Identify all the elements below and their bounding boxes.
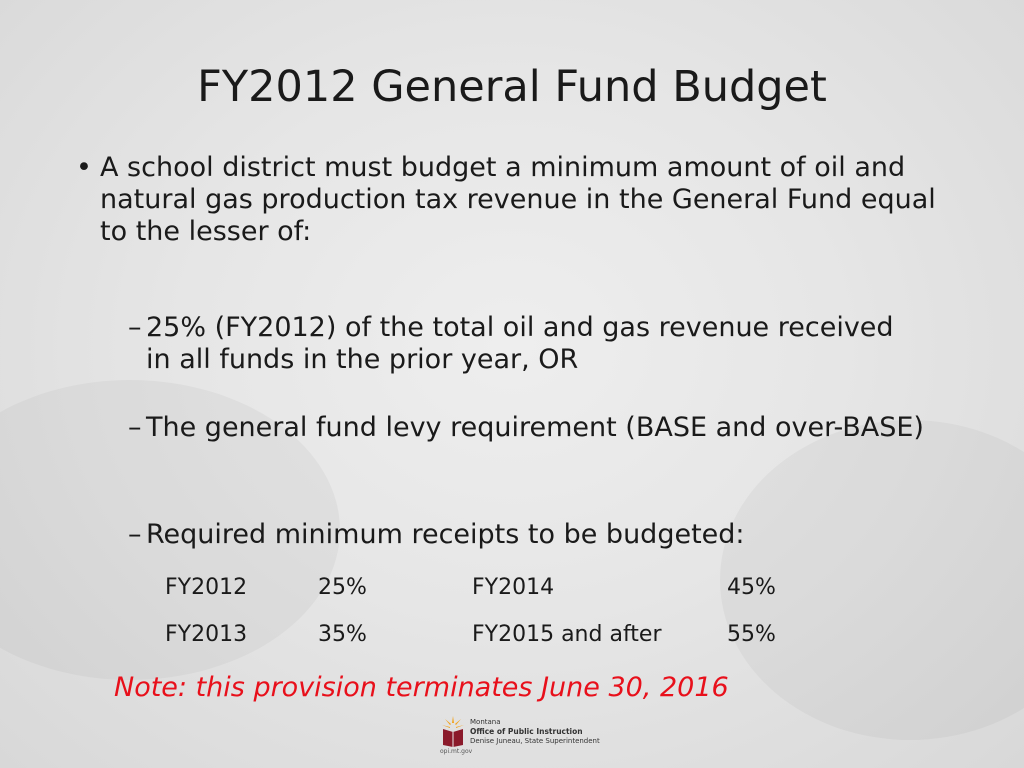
logo-text xyxy=(470,718,600,745)
sub-bullet-1: 25% (FY2012) of the total oil and gas revenue received in all funds in the prior year, OR xyxy=(146,312,894,375)
schedule-year: FY2014 xyxy=(472,575,555,600)
sub-bullet-3: Required minimum receipts to be budgeted: xyxy=(146,519,745,550)
schedule-percent: 25% xyxy=(318,575,367,600)
dash-marker: – xyxy=(128,519,142,550)
termination-note: Note: this provision terminates June 30, 2016 xyxy=(114,672,729,703)
dash-marker: – xyxy=(128,412,142,443)
schedule-year: FY2012 xyxy=(165,575,248,600)
dash-marker: – xyxy=(128,312,142,343)
logo-line-office: Office of Public Instruction xyxy=(470,726,583,736)
sub-bullet-2: The general fund levy requirement (BASE and over-BASE) xyxy=(146,412,924,443)
book-icon xyxy=(440,714,466,748)
slide-title: FY2012 General Fund Budget xyxy=(197,62,827,112)
logo-line-state: Montana xyxy=(470,718,501,726)
schedule-year: FY2013 xyxy=(165,622,248,647)
schedule-percent: 35% xyxy=(318,622,367,647)
opi-logo xyxy=(440,714,600,762)
schedule-percent: 45% xyxy=(727,575,776,600)
logo-url: opi.mt.gov xyxy=(440,748,473,755)
bullet-dot: • xyxy=(76,152,92,183)
main-bullet-text: A school district must budget a minimum amount of oil and natural gas production tax revenue in the General Fund equal to the lesser of: xyxy=(100,152,936,247)
schedule-percent: 55% xyxy=(727,622,776,647)
schedule-year: FY2015 and after xyxy=(472,622,662,647)
logo-line-superintendent: Denise Juneau, State Superintendent xyxy=(470,736,600,745)
